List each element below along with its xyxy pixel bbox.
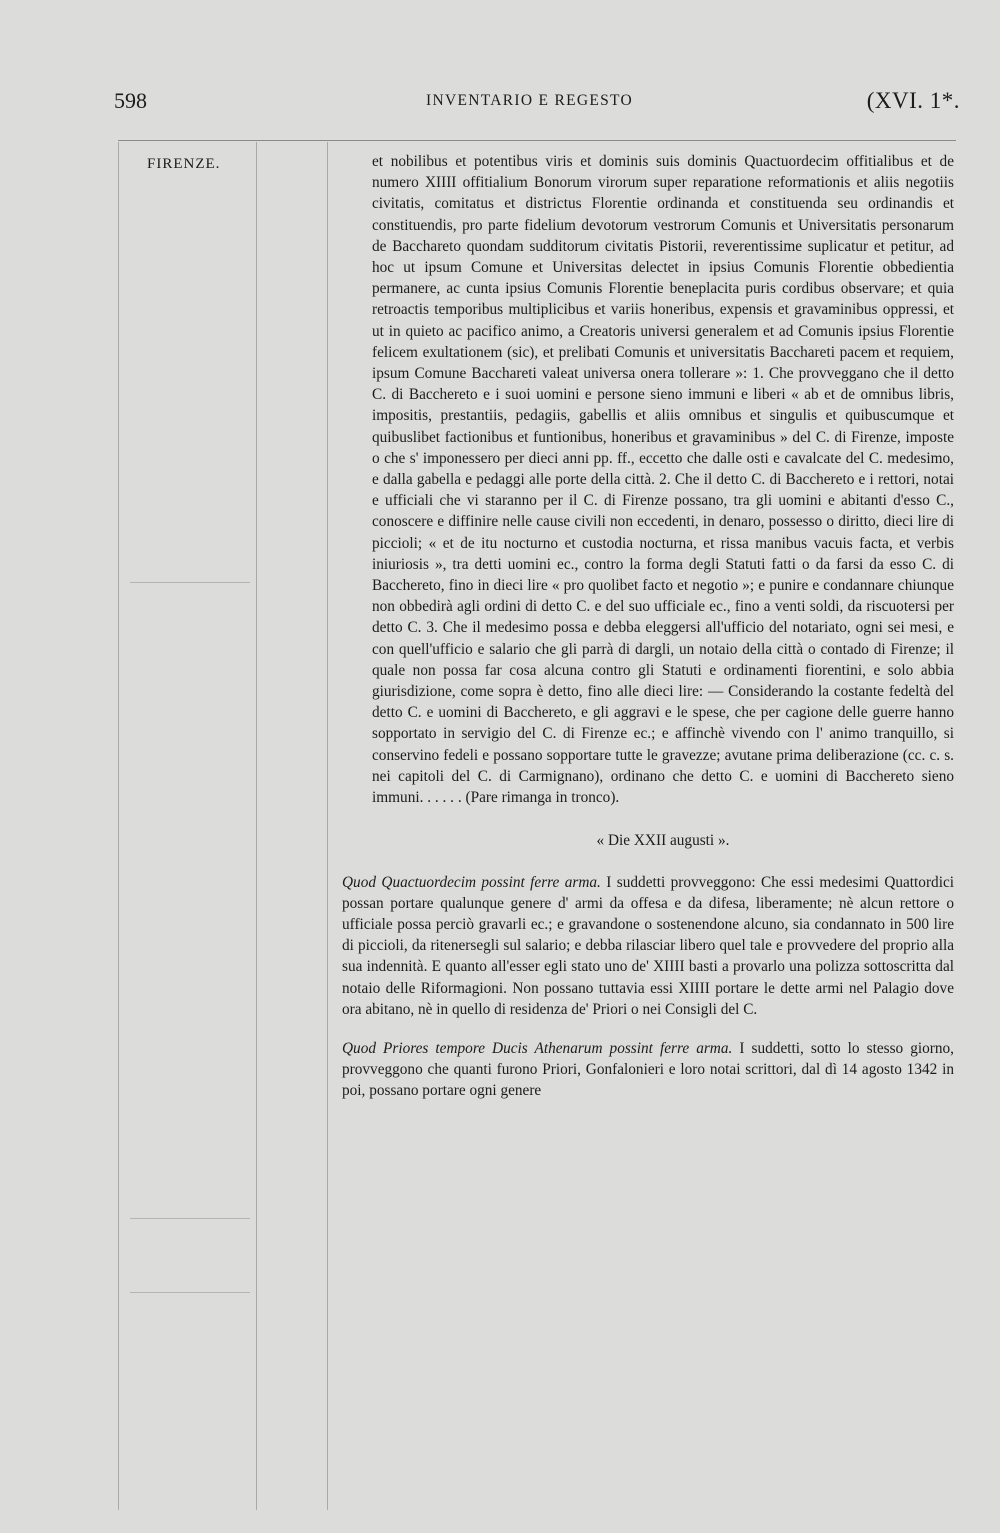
margin-place-name: FIRENZE.: [147, 156, 221, 172]
running-title: INVENTARIO E REGESTO: [426, 92, 634, 109]
margin-column-rule-middle: [256, 142, 257, 1510]
page-header: [114, 88, 960, 128]
body-paragraph: et nobilibus et potentibus viris et dominis suis dominis Quactuordecim offitialibus et de numero XIIII offitialium Bonorum virorum super reparatione reformationis et aliis negotiis civitatis, comitatus et districtus Florentie ordinanda et constituenda seu ordinandis et constituendis, pro parte fidelium devotorum vestrorum Comunis et Universitatis personarum de Bacchareto quondam sudditorum civitatis Pistorii, reverentissime suplicatur et petitur, ad hoc ut ipsum Comune et Universitas delectet in ipsius Comunis Florentie obbedientia permanere, ac cunta ipsius Comunis Florentie beneplacita puris cordibus observare; et quia retroactis temporibus multiplicibus et variis honeribus, expensis et gravaminibus oppressi, et ut in quieto ac pacifico animo, a Creatoris universi generalem et ad Comunis ipsius Florentie felicem exultationem (sic), et prelibati Comunis et universitatis Bacchareti pacem et requiem, ipsum Comune Bacchareti valeat universa onera tollerare »: 1. Che provveggano che il detto C. di Bacchereto e i suoi uomini e persone sieno immuni e liberi « ab et de omnibus libris, impositis, prestantiis, pedagiis, gabellis et aliis omnibus et singulis et quibuscumque et quibuslibet factionibus et funtionibus, honeribus et gravaminibus » del C. di Firenze, imposte o che s' imponessero per dieci anni pp. ff., eccetto che dalle osti e cavalcate del C. medesimo, e dalla gabella e pedaggi alle porte della città. 2. Che il detto C. di Bacchereto e i rettori, notai e ufficiali che vi staranno per il C. di Firenze possano, tra gli uomini e abitanti d'esso C., conoscere e diffinire nelle cause civili non eccedenti, in denaro, possesso o diritto, dieci lire di piccioli; « et de itu nocturno et custodia nocturna, et rissa manibus vacuis facta, et verbis iniuriosis », tra detti uomini ec., contro la forma degli Statuti fatti o da farsi da esso C. di Bacchereto, fino in dieci lire « pro quolibet facto et negotio »; e punire e condannare chiunque non obbedirà agli ordini di detto C. e del suo ufficiale ec., fino a venti soldi, da riscuotersi per detto C. 3. Che il medesimo possa e debba eleggersi all'ufficio del notariato, ogni sei mesi, e con quell'ufficio e salario che gli parrà di dargli, un notaio della città o contado di Firenze; il quale non possa far cosa alcuna contro gli Statuti e ordinamenti fiorentini, e solo abbia giurisdizione, come sopra è detto, fino alle dieci lire: — Considerando la costante fedeltà del detto C. e uomini di Bacchereto, e gli aggravi e le spese, che per cagione delle guerre hanno sopportato in servigio del C. di Firenze ec.; e affinchè vivendo con l' animo tranquillo, si conservino fedeli e possano sopportare tutte le gravezze; avutane prima deliberazione (cc. c. s. nei capitoli del C. di Carmignano), ordinano che detto C. e uomini di Bacchereto sieno immuni. . . . . . (Pare rimanga in tronco).: [372, 153, 954, 807]
entry-title: Quod Priores tempore Ducis Athenarum possint ferre arma.: [342, 1039, 733, 1057]
page-number: 598: [114, 88, 147, 113]
header-rule: [118, 140, 956, 141]
main-text-column: [342, 151, 954, 1102]
date-line: « Die XXII augusti ».: [596, 832, 730, 850]
entry-text: I suddetti, sotto lo stesso giorno, provveggono che quanti furono Priori, Gonfalonieri e loro notai scrittori, dal dì 14 agosto 1342 in poi, possano portare ogni genere: [342, 1039, 954, 1100]
entry-title: Quod Quactuordecim possint ferre arma.: [342, 873, 601, 891]
margin-divider: [130, 582, 250, 583]
entry-text: I suddetti provveggono: Che essi medesimi Quattordici possan portare qualunque genere d' armi da offesa e da difesa, liberamente; nè alcun rettore o ufficiale possa perciò gravarli ec.; e gravandone o sostenendone alcuno, sia condannato in 500 lire di piccioli, da ritenersegli sul salario; e debba rilasciar libero quel tale e provvedere del proprio alla sua indennità. E quanto all'esser egli stato uno de' XIIII basti a provarlo una polizza sottoscritta dal notaio delle Riformagioni. Non possano tuttavia essi XIIII portare le dette armi nel Palagio dove ora abitano, nè in quello di residenza de' Priori o nei Consigli del C.: [342, 873, 954, 1018]
margin-column-rule-left: [118, 142, 119, 1510]
margin-column-rule-right: [327, 142, 328, 1510]
margin-divider: [130, 1292, 250, 1293]
entry-paragraph: [342, 872, 954, 1020]
entry-paragraph: [342, 1038, 954, 1102]
margin-divider: [130, 1218, 250, 1219]
section-reference: (XVI. 1*.: [866, 88, 960, 113]
